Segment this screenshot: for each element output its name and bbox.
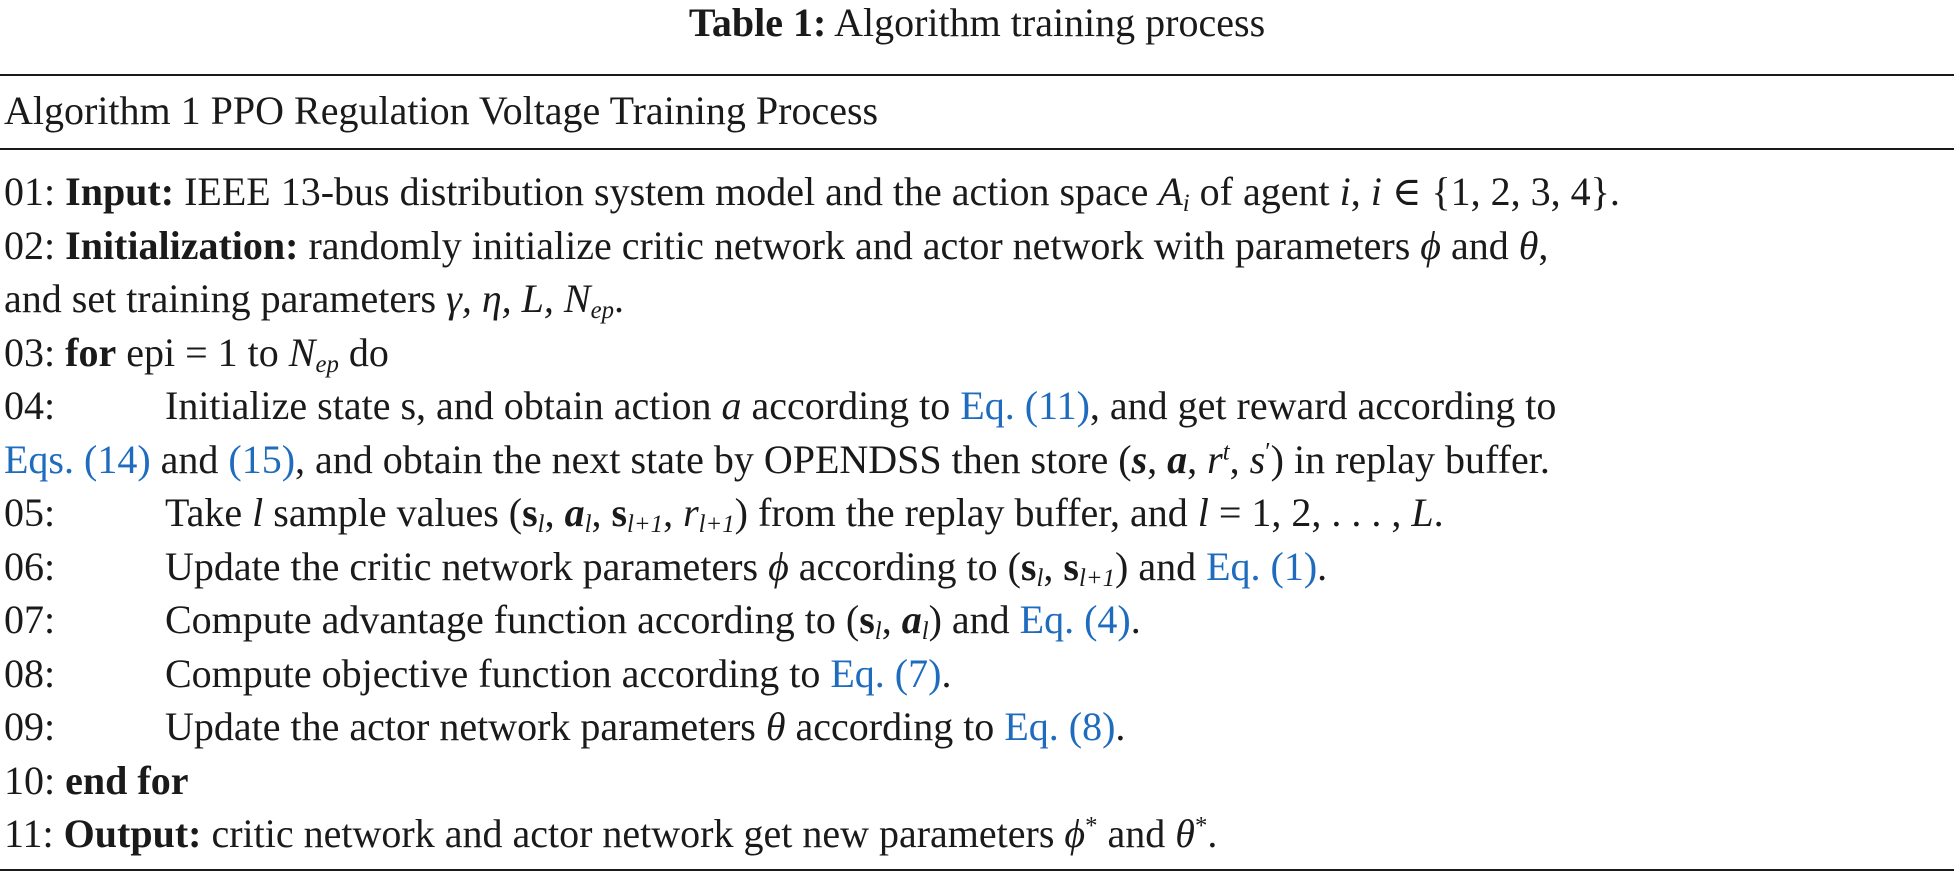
math-s: s (611, 490, 628, 535)
line-content (165, 379, 1556, 433)
line-text: and (160, 436, 219, 482)
line-text: , (1350, 169, 1361, 214)
line-text: . (614, 276, 624, 321)
math-s-prime: s (1249, 436, 1266, 482)
line-text: according to (751, 383, 951, 428)
math-sub: l+1 (698, 511, 735, 539)
keyword-for: for (65, 329, 117, 375)
math-s: s (1063, 543, 1079, 589)
math-a: a (901, 597, 922, 642)
line-number: 10: (4, 757, 56, 803)
math-phi: ϕ (768, 543, 789, 589)
algorithm-line-02 (4, 219, 1950, 273)
line-text: . (1115, 704, 1126, 749)
line-text: , and obtain the next state by OPENDSS then store ( (295, 436, 1132, 482)
math-r: r (683, 490, 699, 535)
line-text: Initialize state s, and obtain action (165, 383, 712, 428)
table-title: Algorithm training process (834, 0, 1266, 45)
math-l: l (252, 490, 264, 535)
algorithm-line-01 (4, 165, 1950, 219)
line-number: 04: (4, 383, 56, 428)
line-text: , and get reward according to (1089, 383, 1557, 428)
math-L: L (1411, 490, 1434, 535)
math-a: a (564, 490, 585, 535)
line-content (165, 647, 951, 701)
math-sub: l+1 (627, 511, 664, 539)
line-text: ) and (928, 597, 1010, 642)
algorithm-line-10 (4, 754, 1950, 808)
bottom-rule (0, 869, 1954, 871)
algorithm-line-07 (4, 593, 1950, 647)
line-text: according to ( (798, 543, 1021, 589)
line-text: Compute advantage function according to ( (165, 597, 860, 642)
line-number: 11: (4, 811, 54, 856)
line-text: IEEE 13-bus distribution system model and the action space (184, 169, 1149, 214)
algorithm-line-08 (4, 647, 1950, 701)
line-text: ) from the replay buffer, and (734, 490, 1188, 535)
line-number: 09: (4, 704, 56, 749)
algorithm-title: Algorithm 1 PPO Regulation Voltage Training Process (4, 88, 879, 133)
equation-link[interactable]: Eq. (7) (830, 650, 942, 696)
keyword-output: Output: (63, 811, 202, 856)
math-theta: θ (1518, 222, 1539, 268)
keyword-input: Input: (65, 169, 175, 214)
math-l: l (1197, 490, 1209, 535)
line-text: Take (165, 490, 243, 535)
line-text: sample values ( (273, 490, 523, 535)
line-text: and (1451, 222, 1509, 268)
keyword-end-for: end for (65, 757, 189, 803)
line-text: , (1538, 222, 1549, 268)
table-caption (0, 0, 1954, 46)
math-params: γ, η, L, N (446, 276, 591, 321)
line-number: 01: (4, 169, 56, 214)
math-s: s (1020, 543, 1037, 589)
equation-link[interactable]: Eq. (1) (1206, 543, 1318, 589)
line-text: randomly initialize critic network and actor network with parameters (308, 222, 1411, 268)
line-text: . (1433, 490, 1444, 535)
math-comma: , (1187, 436, 1198, 482)
table-label: Table 1: (688, 0, 827, 45)
line-text: and (1107, 811, 1166, 856)
line-text: according to (795, 704, 995, 749)
math-sub: l (1036, 564, 1044, 592)
math-comma: , (1147, 436, 1158, 482)
math-sub: l+1 (1078, 564, 1115, 592)
line-text: . (1207, 811, 1218, 856)
math-N: N (288, 329, 316, 375)
line-content (165, 593, 1141, 647)
math-comma: , (591, 490, 602, 535)
math-sub: l (921, 618, 929, 646)
math-i: i (1339, 169, 1351, 214)
line-number: 02: (4, 222, 56, 268)
math-sup: ′ (1265, 437, 1271, 465)
equation-link[interactable]: Eqs. (14) (4, 436, 151, 482)
line-number: 06: (4, 543, 56, 589)
math-comma: , (1229, 436, 1240, 482)
equation-link[interactable]: Eq. (11) (960, 383, 1090, 428)
math-comma: , (544, 490, 555, 535)
math-theta: θ (765, 704, 786, 749)
line-text: ) and (1115, 543, 1197, 589)
line-content (165, 486, 1444, 540)
math-r: r (1207, 436, 1223, 482)
math-sub: l (584, 511, 592, 539)
line-text: Update the actor network parameters (165, 704, 756, 749)
line-text: . (1130, 597, 1141, 642)
line-text: epi = 1 to (126, 329, 279, 375)
line-text: Compute objective function according to (165, 650, 821, 696)
math-A: A (1158, 169, 1183, 214)
algorithm-body (4, 165, 1950, 861)
equation-link[interactable]: (15) (228, 436, 296, 482)
math-comma: , (1043, 543, 1054, 589)
line-text: . (1317, 543, 1328, 589)
math-s: s (522, 490, 538, 535)
math-s: s (1131, 436, 1148, 482)
algorithm-line-11 (4, 807, 1950, 861)
algorithm-line-09 (4, 700, 1950, 754)
keyword-initialization: Initialization: (65, 222, 299, 268)
line-number: 08: (4, 650, 56, 696)
line-content (165, 540, 1327, 594)
algorithm-line-04 (4, 379, 1950, 433)
math-phi: ϕ (1420, 222, 1441, 268)
math-sub: i (1182, 190, 1190, 218)
line-number: 03: (4, 329, 56, 375)
line-number: 07: (4, 597, 56, 642)
math-i: i (1370, 169, 1382, 214)
line-text: critic network and actor network get new parameters (211, 811, 1055, 856)
math-set: ∈ {1, 2, 3, 4}. (1391, 169, 1620, 214)
algorithm-line-03 (4, 326, 1950, 380)
algorithm-line-02-cont (4, 272, 1950, 326)
line-content (165, 700, 1125, 754)
math-sup: t (1222, 437, 1230, 465)
math-comma: , (663, 490, 674, 535)
algorithm-line-06 (4, 540, 1950, 594)
math-s: s (859, 597, 875, 642)
math-sub: l (537, 511, 545, 539)
equation-link[interactable]: Eq. (4) (1019, 597, 1131, 642)
line-text: do (348, 329, 389, 375)
line-text: . (941, 650, 952, 696)
algorithm-line-04-cont (4, 433, 1950, 487)
line-number: 05: (4, 490, 56, 535)
math-a: a (721, 383, 742, 428)
math-sub: l (874, 618, 882, 646)
line-text: of agent (1199, 169, 1330, 214)
math-a: a (1167, 436, 1188, 482)
math-phi: ϕ (1064, 811, 1086, 856)
equation-link[interactable]: Eq. (8) (1004, 704, 1116, 749)
line-text: and set training parameters (4, 276, 437, 321)
line-text: Update the critic network parameters (165, 543, 759, 589)
algorithm-line-05 (4, 486, 1950, 540)
math-sub: ep (315, 350, 339, 378)
math-sup: * (1194, 812, 1208, 840)
math-theta: θ (1175, 811, 1195, 856)
line-text: = 1, 2, . . . , (1218, 490, 1402, 535)
line-text: ) in replay buffer. (1270, 436, 1550, 482)
math-sub: ep (590, 297, 614, 325)
math-comma: , (881, 597, 892, 642)
header-rule (0, 148, 1954, 150)
top-rule (0, 74, 1954, 76)
math-sup: * (1085, 812, 1098, 840)
